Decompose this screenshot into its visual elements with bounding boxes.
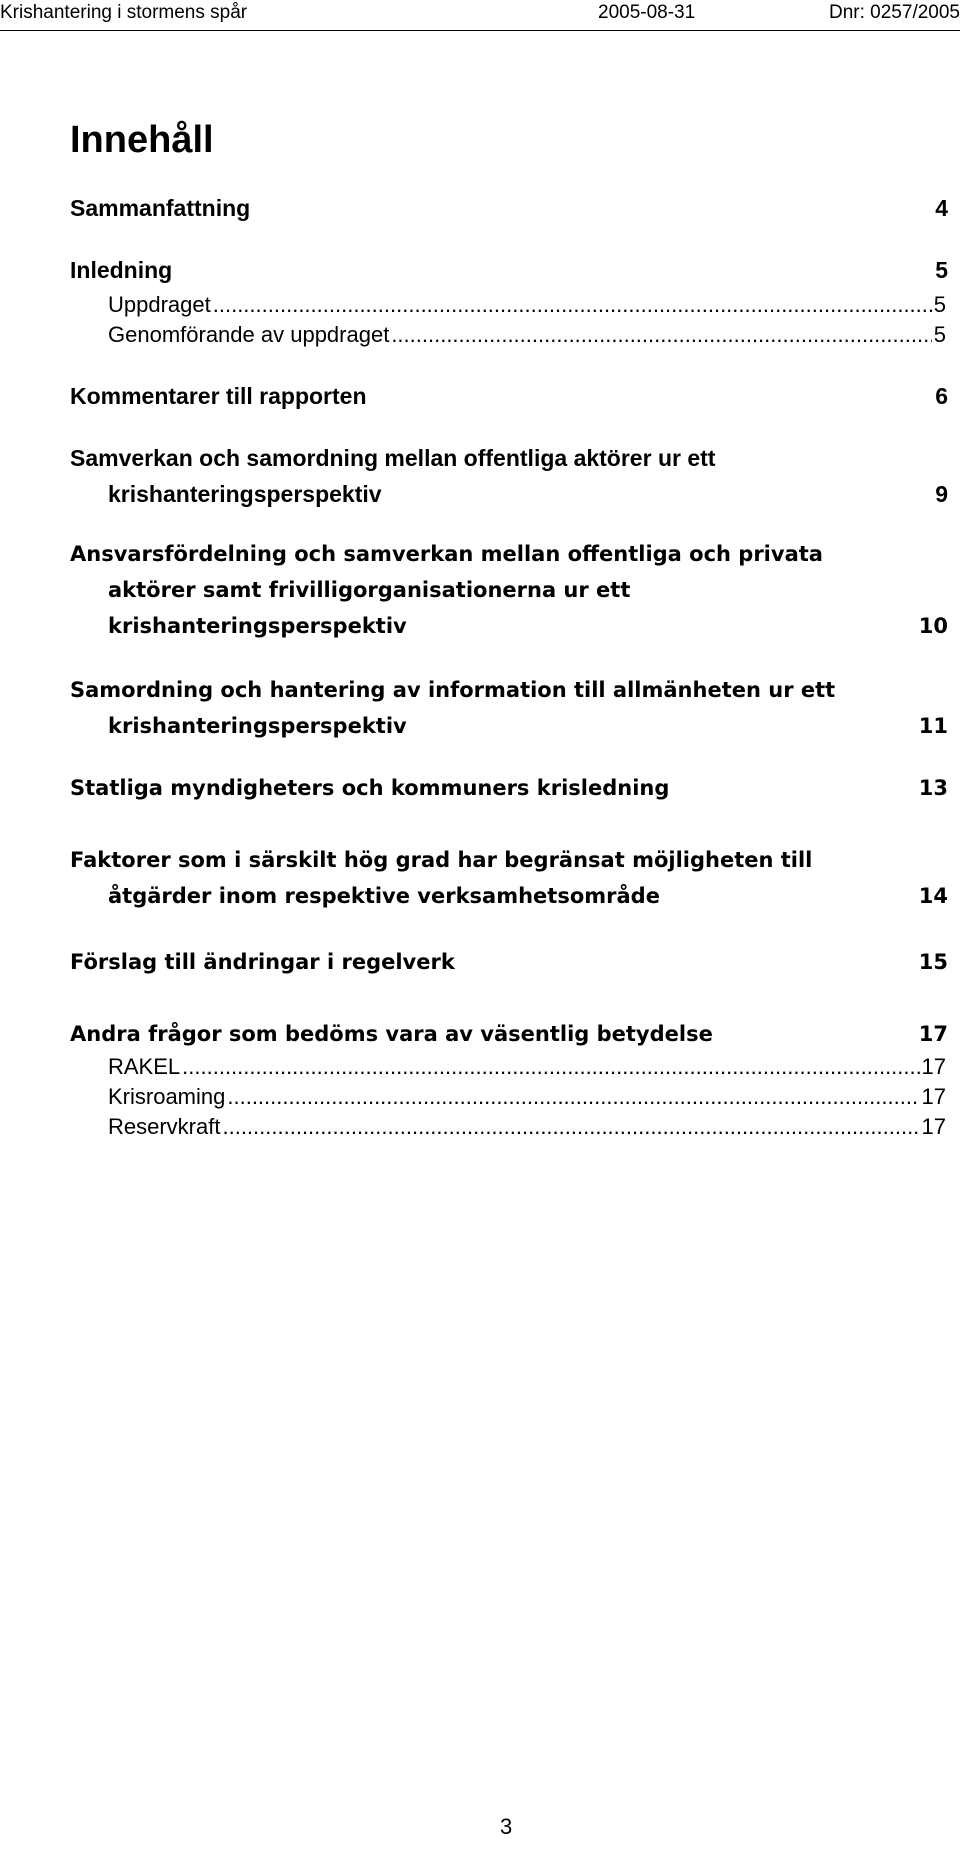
- toc-entry-ansvarsfordelning[interactable]: [70, 536, 948, 644]
- toc-subentry-rakel[interactable]: [108, 1052, 946, 1082]
- toc-heading: Innehåll: [70, 119, 214, 161]
- toc-entry-label-cont: krishanteringsperspektiv: [108, 481, 382, 507]
- header-date: 2005-08-31: [598, 2, 696, 23]
- toc-entry-page: 17: [918, 1022, 948, 1046]
- toc-entry-label: Samordning och hantering av information till allmänheten ur ett: [70, 678, 836, 702]
- toc-subentry-krisroaming[interactable]: [108, 1082, 946, 1112]
- leader-dots: [391, 320, 931, 350]
- toc-entry-label: Andra frågor som bedöms vara av väsentlig betydelse: [70, 1022, 713, 1046]
- toc-entry-page: 9: [935, 481, 948, 507]
- leader-dots: [227, 1082, 919, 1112]
- toc-entry-sammanfattning[interactable]: [70, 190, 948, 226]
- toc-subentry-reservkraft[interactable]: [108, 1112, 946, 1142]
- toc-entry-andra-fragor[interactable]: [70, 1016, 948, 1052]
- toc-subentry-genomforande[interactable]: [108, 320, 946, 350]
- toc-entry-label: Samverkan och samordning mellan offentliga aktörer ur ett: [70, 445, 716, 471]
- toc-subentry-page: 5: [933, 292, 946, 317]
- toc-subentry-label: Krisroaming: [108, 1084, 226, 1109]
- toc-entry-page: 14: [918, 884, 948, 908]
- toc-entry-label: Kommentarer till rapporten: [70, 383, 367, 409]
- toc-subentry-page: 17: [921, 1114, 946, 1139]
- toc-entry-page: 4: [935, 195, 948, 221]
- toc-entry-label-cont: krishanteringsperspektiv: [108, 614, 407, 638]
- toc-subentry-label: RAKEL: [108, 1054, 181, 1079]
- header-document-title: Krishantering i stormens spår: [0, 2, 248, 23]
- toc-entry-page: 13: [918, 776, 948, 800]
- toc-entry-forslag[interactable]: [70, 944, 948, 980]
- toc-subentry-uppdraget[interactable]: [108, 290, 946, 320]
- toc-entry-page: 11: [918, 714, 948, 738]
- toc-entry-page: 6: [935, 383, 948, 409]
- toc-subentry-page: 17: [921, 1054, 946, 1079]
- header-dnr: Dnr: 0257/2005: [829, 2, 960, 23]
- toc-entry-inledning[interactable]: [70, 252, 948, 288]
- toc-entry-page: 5: [935, 257, 948, 283]
- toc-subentry-label: Reservkraft: [108, 1114, 221, 1139]
- toc-entry-page: 10: [918, 614, 948, 638]
- toc-entry-label: Förslag till ändringar i regelverk: [70, 950, 455, 974]
- toc-entry-label-cont: krishanteringsperspektiv: [108, 714, 407, 738]
- toc-entry-label-cont: åtgärder inom respektive verksamhetsområde: [108, 884, 660, 908]
- toc-entry-page: 15: [918, 950, 948, 974]
- toc-entry-label: Statliga myndigheters och kommuners krisledning: [70, 776, 670, 800]
- running-header: [0, 0, 960, 31]
- toc-entry-label: Faktorer som i särskilt hög grad har begränsat möjligheten till: [70, 848, 813, 872]
- toc-entry-label: Inledning: [70, 257, 173, 283]
- toc-entry-samverkan[interactable]: [70, 440, 948, 512]
- toc-entry-statliga[interactable]: [70, 770, 948, 806]
- toc-entry-label-cont: aktörer samt frivilligorganisationerna ur ett: [108, 578, 631, 602]
- page-number: 3: [500, 1814, 513, 1839]
- leader-dots: [213, 290, 932, 320]
- leader-dots: [222, 1112, 919, 1142]
- toc-entry-kommentarer[interactable]: [70, 378, 948, 414]
- toc-subentry-label: Genomförande av uppdraget: [108, 322, 390, 347]
- toc-subentry-page: 17: [921, 1084, 946, 1109]
- toc-entry-faktorer[interactable]: [70, 842, 948, 914]
- toc-entry-samordning[interactable]: [70, 672, 948, 744]
- toc-entry-label: Ansvarsfördelning och samverkan mellan offentliga och privata: [70, 542, 823, 566]
- toc-subentry-label: Uppdraget: [108, 292, 211, 317]
- leader-dots: [182, 1052, 919, 1082]
- toc-entry-label: Sammanfattning: [70, 195, 251, 221]
- toc-subentry-page: 5: [933, 322, 946, 347]
